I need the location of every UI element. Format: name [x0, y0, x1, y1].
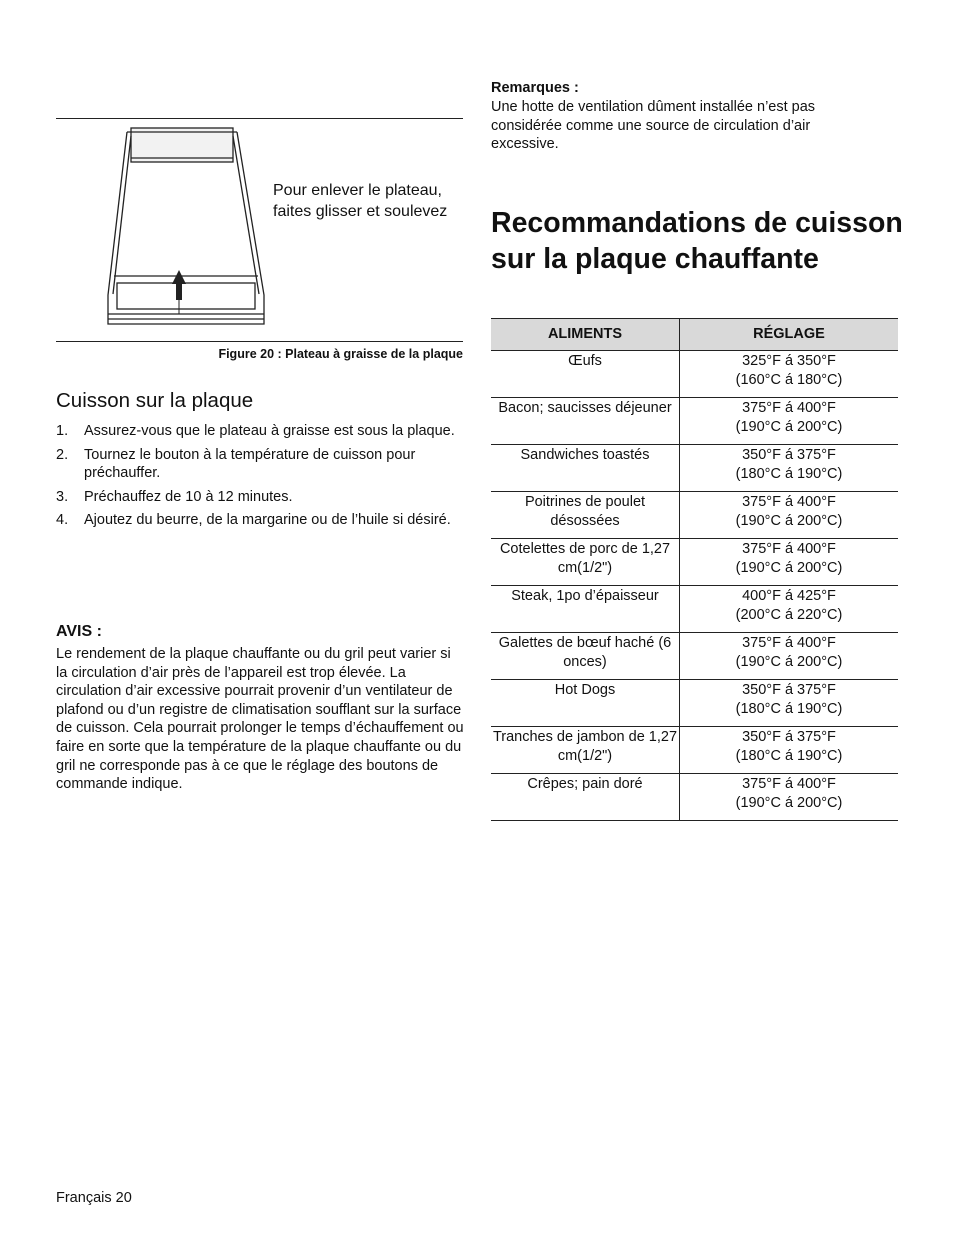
table-row [491, 445, 898, 492]
steps-list [56, 422, 456, 535]
column-header-food: ALIMENTS [491, 319, 680, 351]
remarks-body: Une hotte de ventilation dûment installée n’est pas considérée comme une source de circulation d’air excessive. [491, 99, 816, 153]
setting-cell: 350°F á 375°F (180°C á 190°C) [680, 680, 899, 727]
food-cell: Crêpes; pain doré [491, 774, 680, 821]
table-row [491, 398, 898, 445]
arrow-up-icon [176, 282, 182, 300]
figure-top-rule [56, 118, 463, 119]
setting-cell: 375°F á 400°F (190°C á 200°C) [680, 774, 899, 821]
setting-cell: 375°F á 400°F (190°C á 200°C) [680, 539, 899, 586]
food-cell: Cotelettes de porc de 1,27 cm(1/2") [491, 539, 680, 586]
food-cell: Bacon; saucisses déjeuner [491, 398, 680, 445]
food-cell: Tranches de jambon de 1,27 cm(1/2") [491, 727, 680, 774]
table-row [491, 351, 898, 398]
food-cell: Œufs [491, 351, 680, 398]
table-header-row [491, 319, 898, 351]
food-cell: Steak, 1po d’épaisseur [491, 586, 680, 633]
setting-cell: 400°F á 425°F (200°C á 220°C) [680, 586, 899, 633]
remarks-title: Remarques : [491, 80, 579, 96]
food-cell: Hot Dogs [491, 680, 680, 727]
setting-cell: 375°F á 400°F (190°C á 200°C) [680, 492, 899, 539]
setting-cell: 350°F á 375°F (180°C á 190°C) [680, 445, 899, 492]
setting-cell: 350°F á 375°F (180°C á 190°C) [680, 727, 899, 774]
cooking-table [491, 318, 898, 821]
list-item: 4. Ajoutez du beurre, de la margarine ou de l’huile si désiré. [56, 512, 451, 528]
notice-title: AVIS : [56, 623, 102, 640]
food-cell: Galettes de bœuf haché (6 onces) [491, 633, 680, 680]
table-row [491, 680, 898, 727]
page-title: Recommandations de cuisson sur la plaque chauffante [491, 207, 903, 275]
food-cell: Poitrines de poulet désossées [491, 492, 680, 539]
setting-cell: 325°F á 350°F (160°C á 180°C) [680, 351, 899, 398]
food-cell: Sandwiches toastés [491, 445, 680, 492]
section-heading-cuisson: Cuisson sur la plaque [56, 389, 254, 412]
table-row [491, 539, 898, 586]
list-item: 3. Préchauffez de 10 à 12 minutes. [56, 488, 293, 505]
figure-callout: Pour enlever le plateau, faites glisser et soulevez [273, 182, 448, 220]
table-row [491, 492, 898, 539]
setting-cell: 375°F á 400°F (190°C á 200°C) [680, 398, 899, 445]
table-row [491, 586, 898, 633]
figure-bottom-rule [56, 341, 463, 342]
table-row [491, 774, 898, 821]
table-row [491, 633, 898, 680]
list-item: 2. Tournez le bouton à la température de cuisson pour préchauffer. [56, 446, 416, 481]
table-row [491, 727, 898, 774]
grease-tray-illustration [100, 122, 270, 332]
column-header-setting: RÉGLAGE [680, 319, 899, 351]
list-item: 1. Assurez-vous que le plateau à graisse est sous la plaque. [56, 423, 455, 439]
notice-body: Le rendement de la plaque chauffante ou du gril peut varier si la circulation d’air près de l’appareil est trop élevée. La circulation d’air excessive pourrait provenir d’un ventilateur de plafond ou d’un registre de climatisation soufflant sur la surface de cuisson. Cela pourrait prolonger le temps d’échauffement ou faire en sorte que la température de la plaque chauffante ou du gril ne corresponde pas à ce que le réglage des boutons de commande indique. [56, 646, 464, 793]
page-footer: Français 20 [56, 1190, 132, 1206]
figure-caption: Figure 20 : Plateau à graisse de la plaque [218, 347, 463, 361]
setting-cell: 375°F á 400°F (190°C á 200°C) [680, 633, 899, 680]
